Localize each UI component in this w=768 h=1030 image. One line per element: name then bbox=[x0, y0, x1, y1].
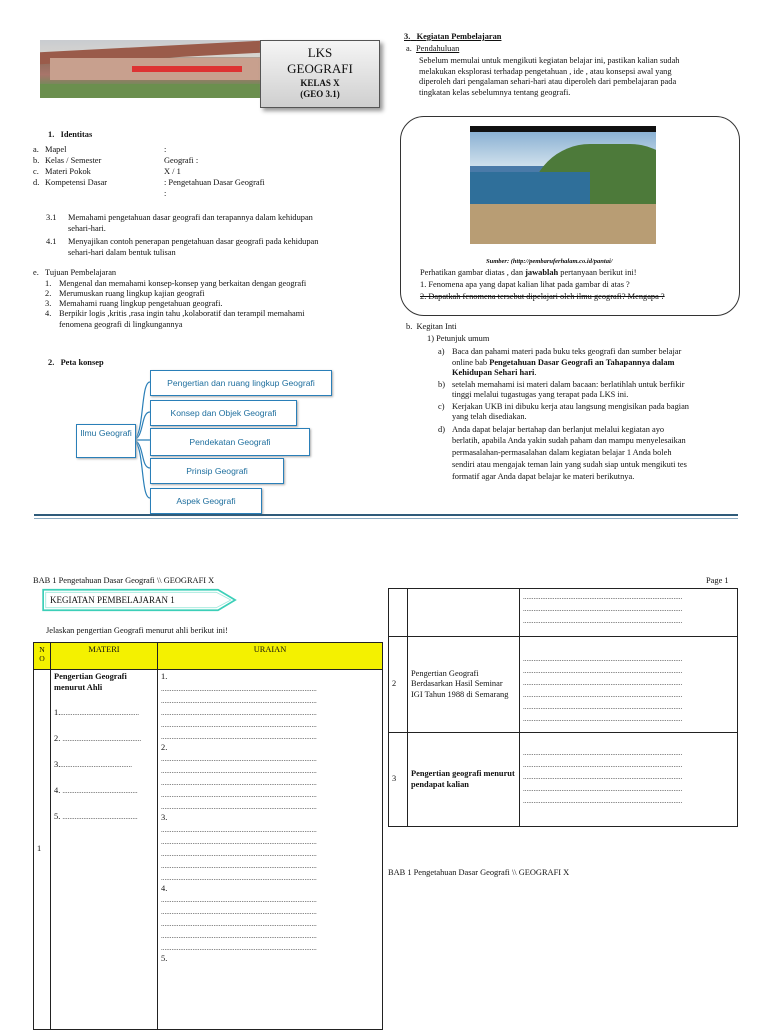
tujuan-item: 3. Memahami ruang lingkup pengetahuan geografi. bbox=[45, 299, 223, 308]
identitas-row: c. Materi Pokok X / 1 bbox=[33, 167, 181, 176]
lks-title: LKS bbox=[307, 45, 333, 60]
ahli-line-1[interactable]: 1.............................................. bbox=[54, 708, 140, 717]
petunjuk-item: d) Anda dapat belajar bertahap dan berlanjut melalui kegiatan ayo berlatih, apabila Anda yakin sudah paham dan mampu menyelesaikan permasalahan-permasalahan dalam kegiatan belajar 1 Anda boleh sendiri atau mengajak teman lain yang sudah siap untuk mengikuti tes formatif agar Anda dapat belajar ke materi berikutnya. bbox=[438, 424, 687, 481]
concept-root-ilmu-geografi: Ilmu Geografi bbox=[76, 424, 136, 458]
petunjuk-item: a) Baca dan pahami materi pada buku teks geografi dan sumber belajar online bab Pengetahuan Dasar Geografi an Tahapannya dalam Kehidupan Sehari hari. bbox=[438, 347, 682, 377]
ahli-line-3[interactable]: 3.......................................... bbox=[54, 760, 133, 769]
uraian-lines-4[interactable]: ......................................................................................... ......................................................................................... ......................................................................................... ......................................................................................... ......................................................................................... bbox=[161, 896, 317, 952]
identitas-list: a. Mapel : b. Kelas / Semester Geografi : c. Materi Pokok X / 1 d. Kompetensi Dasar : Pengetahuan Dasar Geografi : bbox=[33, 145, 373, 200]
geo-code: (GEO 3.1) bbox=[300, 88, 340, 99]
table-row bbox=[34, 670, 383, 1030]
table-instruction: Jelaskan pengertian Geografi menurut ahli berikut ini! bbox=[46, 626, 228, 635]
page-number: Page 1 bbox=[706, 576, 729, 585]
uraian-lines-3[interactable]: ......................................................................................... ......................................................................................... ......................................................................................... ......................................................................................... ......................................................................................... bbox=[161, 825, 317, 882]
materi-cell: Pengertian Geografi Berdasarkan Hasil Seminar IGI Tahun 1988 di Semarang bbox=[408, 637, 520, 733]
row-number: 1 bbox=[34, 670, 51, 1030]
header-uraian: URAIAN bbox=[158, 643, 383, 670]
subject-title: GEOGRAFI bbox=[287, 61, 353, 77]
peta-konsep-heading: 2. Peta konsep bbox=[48, 358, 104, 367]
pendahuluan-text: Sebelum memulai untuk mengikuti kegiatan belajar ini, pastikan kalian sudah melakukan eksplorasi terhadap pengetahuan , ide , atau konsepsi awal yang diperoleh dari pengalaman sehari-hari atau diperoleh dari pembelajaran pada tingkatan kelas sebelumnya tentang geografi. bbox=[419, 56, 680, 97]
concept-node-pengertian: Pengertian dan ruang lingkup Geografi bbox=[150, 370, 332, 396]
petunjuk-list bbox=[438, 347, 738, 482]
uraian-cell[interactable]: ........................................................................................... ........................................................................................... ........................................................................................... ........................................................................................... ........................................................................................... ........................................................................................... bbox=[520, 637, 738, 733]
photo-source: Sumber: (http://pembaruferhalam.co.id/pantai/ bbox=[486, 258, 613, 265]
table-row bbox=[389, 733, 738, 827]
materi-cell bbox=[408, 589, 520, 637]
kd-item: 3.1 Memahami pengetahuan dasar geografi dan terapannya dalam kehidupan sehari-hari. bbox=[46, 213, 313, 233]
uraian-cell[interactable]: ........................................................................................... ........................................................................................... ........................................................................................... bbox=[520, 589, 738, 637]
concept-node-konsep-objek: Konsep dan Objek Geografi bbox=[150, 400, 297, 426]
pendahuluan-label: a. Pendahuluan bbox=[406, 44, 460, 53]
petunjuk-item: c) Kerjakan UKB ini dibuku kerja atau langsung mengisikan pada bagian yang telah disediakan. bbox=[438, 401, 689, 421]
tujuan-section: e. Tujuan Pembelajaran 1. Mengenal dan memahami konsep-konsep yang berkaitan dengan geografi 2. Merumuskan ruang lingkup kajian geografi 3. Memahami ruang lingkup pengetahuan geografi. 4. Berpikir logis ,kritis ,rasa ingin tahu ,kolaboratif dan terampil memahami fenomena geografi di lingkungannya bbox=[33, 268, 378, 330]
uraian-num-5: 5. bbox=[161, 954, 168, 963]
ahli-line-4[interactable]: 4. ........................................... bbox=[54, 786, 138, 795]
uraian-num-4: 4. bbox=[161, 883, 168, 893]
uraian-lines-1[interactable]: ......................................................................................... ......................................................................................... ......................................................................................... ......................................................................................... ......................................................................................... bbox=[161, 684, 317, 741]
kegiatan-pembelajaran-1-label: KEGIATAN PEMBELAJARAN 1 bbox=[50, 595, 175, 605]
concept-node-aspek: Aspek Geografi bbox=[150, 488, 262, 514]
uraian-num-2: 2. bbox=[161, 742, 168, 752]
kegiatan-heading: 3. Kegiatan Pembelajaran bbox=[404, 32, 502, 41]
row-number: 2 bbox=[389, 637, 408, 733]
lks-title-box bbox=[260, 40, 380, 108]
materi-table-continued bbox=[388, 588, 738, 827]
kd-item: 4.1 Menyajikan contoh penerapan pengetahuan dasar geografi pada kehidupan sehari-hari dalam bentuk tulisan bbox=[46, 237, 319, 257]
header-no: N O bbox=[34, 643, 51, 670]
table-row bbox=[389, 589, 738, 637]
identitas-row: b. Kelas / Semester Geografi : bbox=[33, 156, 199, 165]
ahli-line-5[interactable]: 5. ........................................... bbox=[54, 812, 138, 821]
question-2: 2. Dapatkah fenomena tersebut dipelajari oleh ilmu geografi? Mengapa ? bbox=[420, 292, 665, 301]
concept-node-prinsip: Prinsip Geografi bbox=[150, 458, 284, 484]
identitas-heading: 1. Identitas bbox=[48, 130, 93, 139]
uraian-num-1: 1. bbox=[161, 672, 168, 681]
bab-header-left: BAB 1 Pengetahuan Dasar Geografi \\ GEOGRAFI X bbox=[33, 576, 215, 585]
identitas-row: d. Kompetensi Dasar : Pengetahuan Dasar Geografi bbox=[33, 178, 265, 187]
uraian-cell[interactable]: ........................................................................................... ........................................................................................... ........................................................................................... ........................................................................................... ........................................................................................... bbox=[520, 733, 738, 827]
kelas-label: KELAS X bbox=[300, 77, 340, 88]
beach-photo bbox=[470, 126, 656, 244]
question-1: 1. Fenomena apa yang dapat kalian lihat pada gambar di atas ? bbox=[420, 280, 630, 289]
kegiatan-inti-label: b. Kegitan Inti bbox=[406, 322, 457, 331]
tujuan-item: 1. Mengenal dan memahami konsep-konsep yang berkaitan dengan geografi bbox=[45, 279, 307, 288]
page-separator bbox=[34, 514, 738, 516]
concept-node-pendekatan: Pendekatan Geografi bbox=[150, 428, 310, 456]
page-separator-thin bbox=[34, 518, 738, 519]
bab-header-right: BAB 1 Pengetahuan Dasar Geografi \\ GEOGRAFI X bbox=[388, 868, 570, 877]
tujuan-item: 2. Merumuskan ruang lingkup kajian geografi bbox=[45, 289, 205, 298]
identitas-row: a. Mapel : bbox=[33, 145, 167, 154]
ahli-line-2[interactable]: 2. ............................................. bbox=[54, 734, 142, 743]
kd-list bbox=[46, 213, 376, 258]
materi-cell bbox=[51, 670, 158, 1030]
header-materi: MATERI bbox=[51, 643, 158, 670]
tujuan-item: 4. Berpikir logis ,kritis ,rasa ingin tahu ,kolaboratif dan terampil memahami fenomena geografi di lingkungannya bbox=[45, 309, 305, 329]
row-number: 3 bbox=[389, 733, 408, 827]
tujuan-heading: Tujuan Pembelajaran bbox=[45, 268, 117, 277]
uraian-num-3: 3. bbox=[161, 813, 168, 822]
row-number bbox=[389, 589, 408, 637]
materi-title: Pengertian Geografi menurut Ahli bbox=[54, 672, 127, 692]
petunjuk-item: b) setelah memahami isi materi dalam bacaan: berlatihlah untuk berfikir tinggi melalui tugastugas yang terapat pada LKS ini. bbox=[438, 379, 685, 399]
school-banner-image bbox=[40, 40, 280, 98]
uraian-cell bbox=[158, 670, 383, 1030]
petunjuk-label: 1) Petunjuk umum bbox=[427, 334, 490, 343]
table-row bbox=[389, 637, 738, 733]
table-header-row bbox=[34, 643, 383, 670]
materi-table bbox=[33, 642, 383, 1030]
uraian-lines-2[interactable]: ......................................................................................... ......................................................................................... ......................................................................................... ......................................................................................... ......................................................................................... bbox=[161, 755, 317, 811]
materi-cell: Pengertian geografi menurut pendapat kalian bbox=[408, 733, 520, 827]
perhatikan-text: Perhatikan gambar diatas , dan jawablah pertanyaan berikut ini! bbox=[420, 268, 637, 277]
